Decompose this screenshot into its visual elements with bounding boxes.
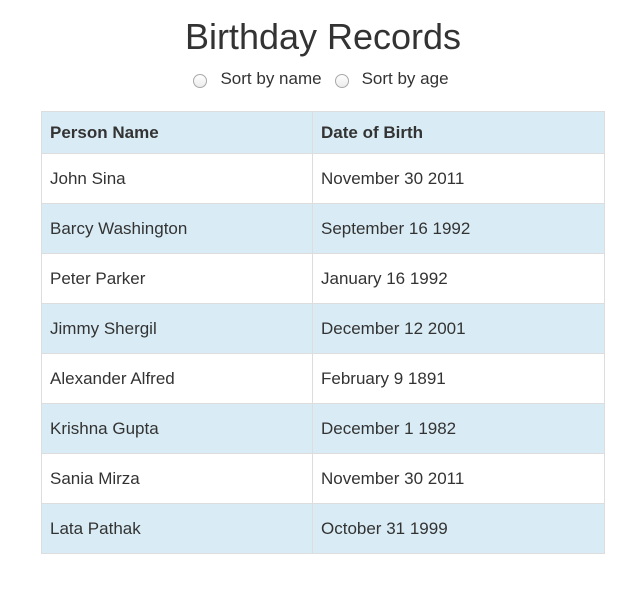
- person-name-cell: Jimmy Shergil: [42, 304, 313, 354]
- table-row: [42, 304, 605, 354]
- table-row: [42, 354, 605, 404]
- sort-controls: [0, 68, 642, 90]
- date-of-birth-cell: December 1 1982: [313, 404, 605, 454]
- person-name-cell: Alexander Alfred: [42, 354, 313, 404]
- sort-by-age-radio[interactable]: [335, 74, 349, 88]
- date-of-birth-cell: February 9 1891: [313, 354, 605, 404]
- sort-by-name-radio[interactable]: [193, 74, 207, 88]
- column-header-person-name: Person Name: [42, 112, 313, 154]
- date-of-birth-cell: December 12 2001: [313, 304, 605, 354]
- date-of-birth-cell: November 30 2011: [313, 154, 605, 204]
- sort-by-name-option[interactable]: [193, 68, 321, 90]
- table-header-row: [42, 112, 605, 154]
- sort-by-age-option[interactable]: [335, 68, 449, 90]
- date-of-birth-cell: September 16 1992: [313, 204, 605, 254]
- column-header-date-of-birth: Date of Birth: [313, 112, 605, 154]
- table-row: [42, 454, 605, 504]
- person-name-cell: Peter Parker: [42, 254, 313, 304]
- sort-by-name-label[interactable]: Sort by name: [220, 69, 322, 88]
- date-of-birth-cell: October 31 1999: [313, 504, 605, 554]
- date-of-birth-cell: November 30 2011: [313, 454, 605, 504]
- table-row: [42, 404, 605, 454]
- person-name-cell: Krishna Gupta: [42, 404, 313, 454]
- person-name-cell: Lata Pathak: [42, 504, 313, 554]
- person-name-cell: Barcy Washington: [42, 204, 313, 254]
- page-title: Birthday Records: [184, 16, 462, 57]
- table-row: [42, 254, 605, 304]
- table-row: [42, 204, 605, 254]
- person-name-cell: John Sina: [42, 154, 313, 204]
- person-name-cell: Sania Mirza: [42, 454, 313, 504]
- table-row: [42, 504, 605, 554]
- birthday-table: [41, 111, 605, 554]
- table-row: [42, 154, 605, 204]
- date-of-birth-cell: January 16 1992: [313, 254, 605, 304]
- sort-by-age-label[interactable]: Sort by age: [361, 69, 449, 88]
